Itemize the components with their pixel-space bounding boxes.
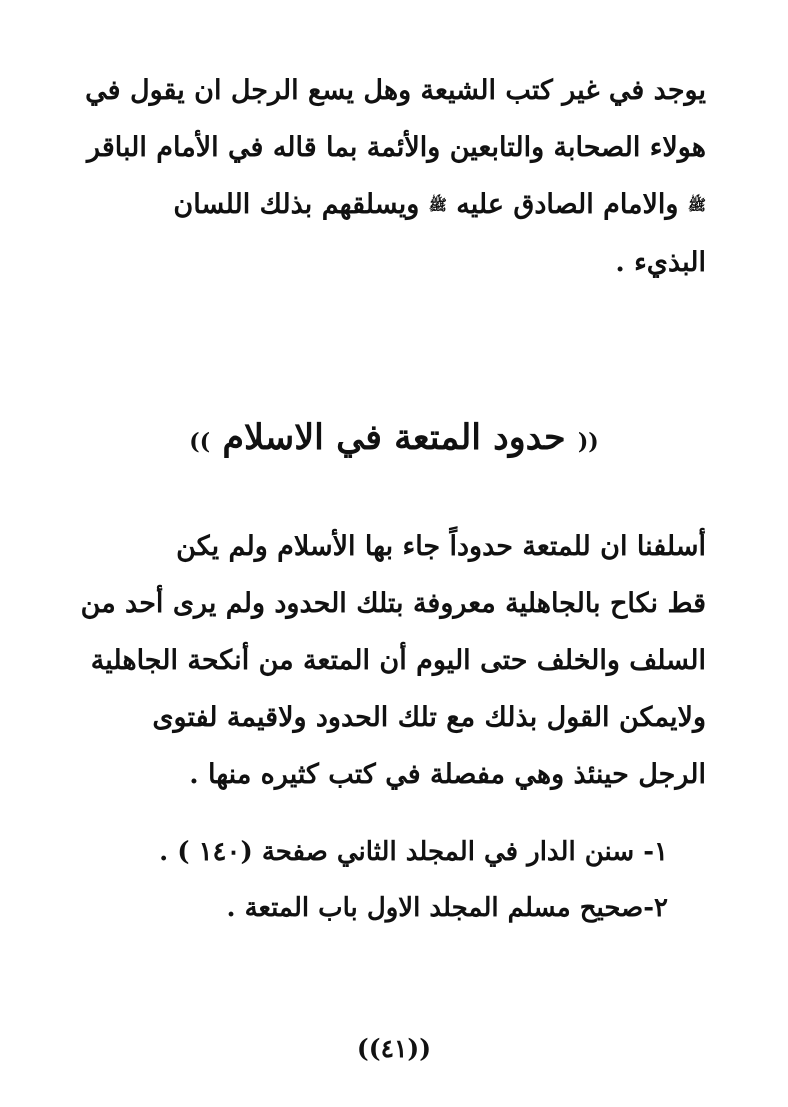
heading-close-bracket: )) (189, 429, 211, 455)
paragraph-1 (81, 62, 706, 291)
paragraph-2 (81, 518, 706, 803)
paragraph-2-line: أسلفنا ان للمتعة حدوداً جاء بها الأسلام ولم يكن (176, 531, 706, 562)
page-number: ((٤١)) (356, 1034, 432, 1063)
paragraph-2-line: ولايمكن القول بذلك مع تلك الحدود ولاقيمة لفتوى (152, 702, 706, 733)
honorific-symbol: ﷺ (687, 196, 706, 214)
reference-item: ١- سنن الدار في المجلد الثاني صفحة (١٤٠ ) . (159, 837, 668, 867)
paragraph-1-line-part: والامام الصادق عليه (456, 189, 679, 220)
reference-item: ٢-صحيح مسلم المجلد الاول باب المتعة . (226, 893, 668, 923)
reference-list (108, 824, 668, 936)
paragraph-2-line: قط نكاح بالجاهلية معروفة بتلك الحدود ولم يرى أحد من (80, 588, 706, 619)
heading-title: حدود المتعة في الاسلام (222, 417, 566, 458)
paragraph-1-line: هولاء الصحابة والتابعين والأئمة بما قاله في الأمام الباقر (87, 132, 706, 163)
paragraph-1-line-part: ويسلقهم بذلك اللسان (173, 189, 420, 220)
paragraph-2-line: السلف والخلف حتى اليوم أن المتعة من أنكحة الجاهلية (90, 645, 706, 676)
section-heading (0, 408, 788, 472)
heading-open-bracket: (( (577, 429, 599, 455)
paragraph-1-line: البذيء . (615, 247, 706, 278)
paragraph-1-line: يوجد في غير كتب الشيعة وهل يسع الرجل ان يقول في (85, 75, 706, 106)
paragraph-1-line (81, 176, 706, 234)
honorific-symbol: ﷺ (428, 196, 447, 214)
paragraph-2-line: الرجل حينئذ وهي مفصلة في كتب كثيره منها . (189, 759, 706, 790)
